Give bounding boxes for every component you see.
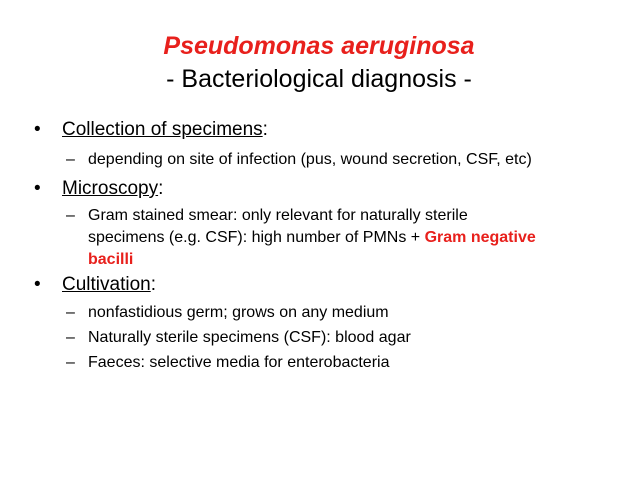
gram-stain-line-1: Gram stained smear: only relevant for naturally sterile <box>88 207 468 224</box>
highlight-bacilli: bacilli <box>88 251 134 268</box>
sub-item-dash: – <box>66 329 75 346</box>
heading-collection-of-specimens: Collection of specimens <box>62 119 263 140</box>
slide-subtitle: - Bacteriological diagnosis - <box>166 65 472 93</box>
gram-stain-line-2-text: specimens (e.g. CSF): high number of PMNs + <box>88 229 425 246</box>
heading-cultivation: Cultivation <box>62 274 151 295</box>
sub-item-text <box>88 205 616 271</box>
sub-item-text: depending on site of infection (pus, wound secretion, CSF, etc) <box>88 151 532 168</box>
sub-item-dash: – <box>66 207 75 224</box>
gram-stain-line-2 <box>88 227 616 249</box>
highlight-gram-negative: Gram negative <box>424 229 536 246</box>
heading-microscopy: Microscopy <box>62 178 159 199</box>
heading-suffix: : <box>150 274 156 295</box>
bullet-heading-text <box>62 118 268 142</box>
sub-item-text: Faeces: selective media for enterobacteria <box>88 354 390 371</box>
bullet-dot: • <box>34 274 41 295</box>
sub-item-text: nonfastidious germ; grows on any medium <box>88 304 389 321</box>
bullet-heading-text <box>62 177 163 201</box>
sub-item-dash: – <box>66 304 75 321</box>
bullet-dot: • <box>34 119 41 140</box>
sub-item-dash: – <box>66 151 75 168</box>
slide-title-organism: Pseudomonas aeruginosa <box>163 32 475 60</box>
sub-item-dash: – <box>66 354 75 371</box>
heading-suffix: : <box>158 178 164 199</box>
bullet-dot: • <box>34 178 41 199</box>
heading-suffix: : <box>262 119 268 140</box>
bullet-heading-text <box>62 273 156 297</box>
sub-item-text: Naturally sterile specimens (CSF): blood agar <box>88 329 411 346</box>
